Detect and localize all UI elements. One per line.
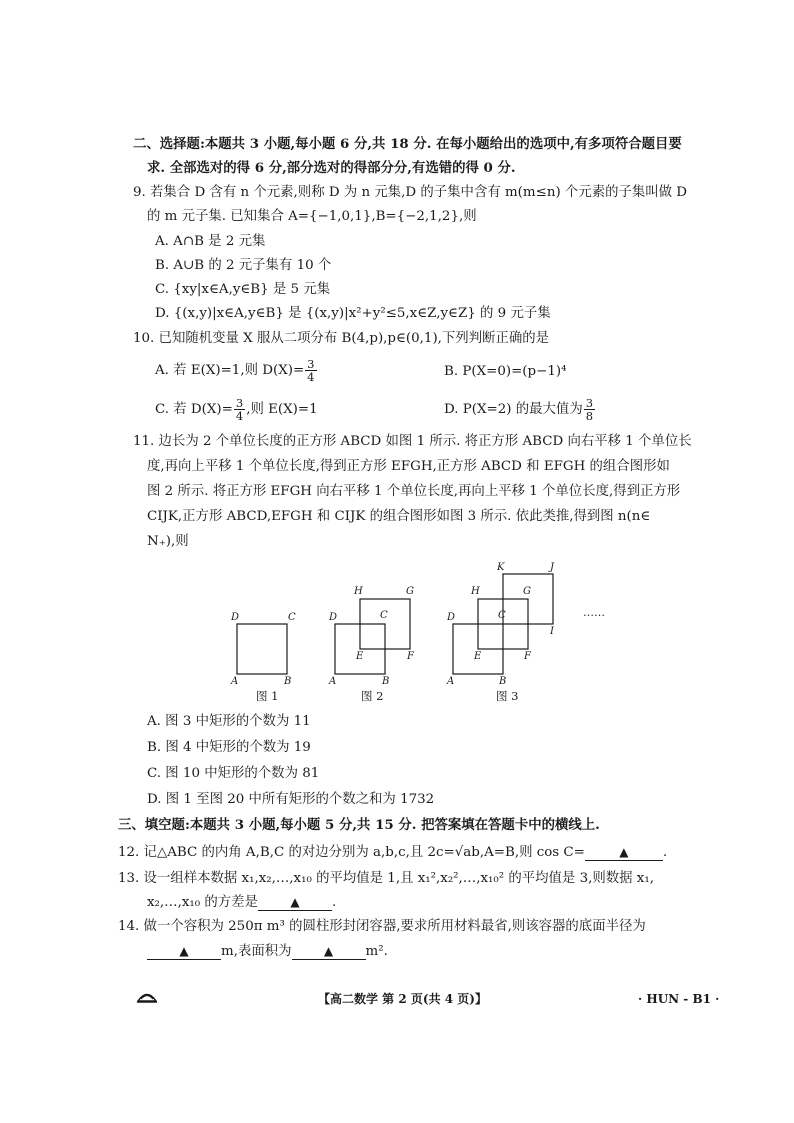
fig2-label-e: E [356, 651, 364, 662]
fig2-label-g: G [406, 586, 414, 597]
q12-answer-blank[interactable]: ▲ [585, 844, 663, 861]
section2-header-line1: 二、选择题:本题共 3 小题,每小题 6 分,共 18 分. 在每小题给出的选项中,有多项符合题目要 [133, 136, 682, 152]
q10-stem: 10. 已知随机变量 X 服从二项分布 B(4,p),p∈(0,1),下列判断正确的是 [133, 331, 550, 346]
fig1-label-b: B [284, 676, 292, 686]
q11-stem-line5: N₊),则 [147, 534, 189, 549]
q9-stem-line2: 的 m 元子集. 已知集合 A={−1,0,1},B={−2,1,2},则 [147, 209, 477, 224]
fig2-label-c: C [380, 610, 388, 621]
q10-option-d-text: D. P(X=2) 的最大值为 [444, 402, 583, 417]
fraction-numerator: 3 [585, 396, 594, 410]
q11-option-c: C. 图 10 中矩形的个数为 81 [147, 766, 320, 781]
q13-text: x₂,…,x₁₀ 的方差是 [147, 895, 258, 910]
q11-stem-line2: 度,再向上平移 1 个单位长度,得到正方形 EFGH,正方形 ABCD 和 EFGH 的组合图形如 [147, 459, 670, 474]
q9-option-a: A. A∩B 是 2 元集 [155, 234, 266, 249]
fig1-caption: 图 1 [256, 689, 279, 703]
fig3-label-k: K [497, 562, 505, 573]
fig3-label-i: I [550, 626, 554, 637]
q13-end: . [331, 895, 337, 910]
q11-option-d: D. 图 1 至图 20 中所有矩形的个数之和为 1732 [147, 792, 435, 807]
q11-option-b: B. 图 4 中矩形的个数为 19 [147, 740, 311, 755]
q9-stem-line1: 9. 若集合 D 含有 n 个元素,则称 D 为 n 元集,D 的子集中含有 m(m≤n) 个元素的子集叫做 D [133, 185, 688, 200]
q10-option-c-post: ,则 E(X)=1 [246, 402, 318, 417]
q9-option-b: B. A∪B 的 2 元子集有 10 个 [155, 258, 332, 273]
fig3-label-c: C [498, 610, 506, 621]
q10-option-a-text: A. 若 E(X)=1,则 D(X)= [155, 363, 305, 378]
fig3-label-a: A [447, 676, 455, 686]
q13-line2 [147, 893, 336, 913]
q11-stem-line1: 11. 边长为 2 个单位长度的正方形 ABCD 如图 1 所示. 将正方形 ABCD 向右平移 1 个单位长 [133, 434, 692, 449]
figures-ellipsis: …… [583, 606, 605, 619]
fig1-label-c: C [288, 612, 296, 623]
fig2-label-a: A [329, 676, 337, 686]
q10-option-a-fraction [305, 358, 316, 383]
q14-radius-blank[interactable]: ▲ [147, 943, 221, 960]
q13-line1: 13. 设一组样本数据 x₁,x₂,…,x₁₀ 的平均值是 1,且 x₁²,x₂²,…,x₁₀² 的平均值是 3,则数据 x₁, [118, 871, 654, 886]
q10-option-c [155, 397, 318, 422]
fig2-label-d: D [329, 612, 338, 623]
q14-line1: 14. 做一个容积为 250π m³ 的圆柱形封闭容器,要求所用材料最省,则该容器的底面半径为 [118, 919, 646, 934]
q11-stem-line4: CIJK,正方形 ABCD,EFGH 和 CIJK 的组合图形如图 3 所示. 依此类推,得到图 n(n∈ [147, 509, 651, 524]
q14-end: m². [365, 944, 388, 959]
section2-header-line2: 求. 全部选对的得 6 分,部分选对的得部分分,有选错的得 0 分. [147, 160, 516, 176]
q10-option-d-fraction [584, 397, 595, 422]
q10-option-d [444, 397, 596, 422]
footer-page-info: 【高二数学 第 2 页(共 4 页)】 [318, 992, 487, 1006]
q10-option-b: B. P(X=0)=(p−1)⁴ [444, 364, 567, 379]
fig3-label-h: H [471, 586, 480, 597]
q14-line2 [147, 942, 388, 962]
q14-mid: m,表面积为 [221, 944, 292, 959]
fig3-label-f: F [524, 651, 531, 662]
fig2-label-f: F [407, 651, 414, 662]
q10-option-c-pre: C. 若 D(X)= [155, 402, 233, 417]
publisher-logo-icon [136, 988, 158, 1004]
section3-header: 三、填空题:本题共 3 小题,每小题 5 分,共 15 分. 把答案填在答题卡中的横线上. [118, 817, 600, 833]
q12-text: 12. 记△ABC 的内角 A,B,C 的对边分别为 a,b,c,且 2c=√ab,A=B,则 cos C= [118, 845, 585, 860]
q13-answer-blank[interactable]: ▲ [258, 894, 332, 911]
fraction-numerator: 3 [235, 396, 244, 410]
fig3-label-g: G [523, 586, 531, 597]
fig3-label-b: B [499, 676, 507, 686]
q12-end: . [662, 845, 668, 860]
fig3-label-j: J [550, 562, 555, 573]
q9-option-c: C. {xy|x∈A,y∈B} 是 5 元集 [155, 282, 331, 297]
fig2-label-h: H [354, 586, 363, 597]
fig3-caption: 图 3 [496, 689, 519, 703]
footer-code: · HUN - B1 · [638, 992, 720, 1006]
q14-area-blank[interactable]: ▲ [292, 943, 366, 960]
fig3-label-d: D [447, 612, 456, 623]
q9-option-d: D. {(x,y)|x∈A,y∈B} 是 {(x,y)|x²+y²≤5,x∈Z,y∈Z} 的 9 元子集 [155, 306, 551, 321]
fig3-label-e: E [474, 651, 482, 662]
fraction-denominator: 4 [235, 409, 244, 423]
q11-stem-line3: 图 2 所示. 将正方形 EFGH 向右平移 1 个单位长度,再向上平移 1 个单位长度,得到正方形 [147, 484, 681, 499]
q11-option-a: A. 图 3 中矩形的个数为 11 [147, 714, 311, 729]
q11-figures [225, 556, 625, 686]
q12-line [118, 843, 667, 863]
fraction-denominator: 8 [585, 409, 594, 423]
fig1-label-d: D [231, 612, 240, 623]
fig2-label-b: B [382, 676, 390, 686]
fraction-denominator: 4 [307, 370, 315, 384]
fraction-numerator: 3 [307, 357, 315, 371]
q10-option-a [155, 358, 318, 383]
fig1-square-abcd [237, 624, 287, 674]
fig1-label-a: A [231, 676, 239, 686]
q10-option-c-fraction [234, 397, 245, 422]
fig2-caption: 图 2 [361, 689, 384, 703]
